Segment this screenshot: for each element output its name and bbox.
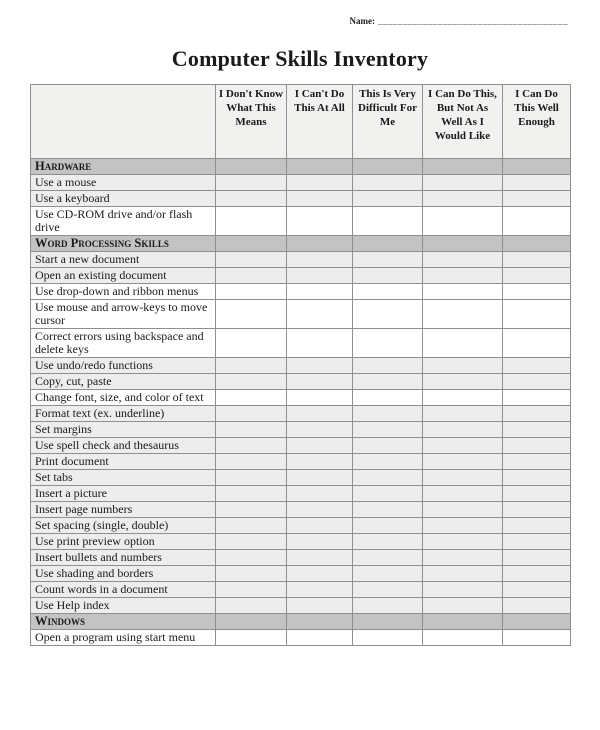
rating-cell[interactable]	[287, 534, 353, 550]
skill-label: Insert page numbers	[31, 502, 216, 518]
rating-cell[interactable]	[287, 406, 353, 422]
section-header-cell	[423, 614, 503, 630]
column-header: I Don't Know What This Means	[216, 85, 287, 159]
rating-cell[interactable]	[423, 502, 503, 518]
section-header-label: Windows	[31, 614, 216, 630]
skill-label: Use Help index	[31, 598, 216, 614]
rating-cell[interactable]	[423, 534, 503, 550]
table-row	[31, 502, 571, 518]
rating-cell[interactable]	[503, 566, 571, 582]
rating-cell[interactable]	[287, 191, 353, 207]
rating-cell[interactable]	[287, 358, 353, 374]
rating-cell[interactable]	[287, 566, 353, 582]
rating-cell[interactable]	[353, 582, 423, 598]
skill-label: Copy, cut, paste	[31, 374, 216, 390]
table-row	[31, 175, 571, 191]
table-row	[31, 470, 571, 486]
rating-cell[interactable]	[287, 502, 353, 518]
rating-cell[interactable]	[423, 284, 503, 300]
rating-cell[interactable]	[353, 284, 423, 300]
table-row	[31, 406, 571, 422]
section-header-cell	[503, 159, 571, 175]
table-row	[31, 518, 571, 534]
rating-cell[interactable]	[353, 502, 423, 518]
rating-cell[interactable]	[216, 406, 287, 422]
table-row	[31, 454, 571, 470]
rating-cell[interactable]	[353, 191, 423, 207]
rating-cell[interactable]	[287, 252, 353, 268]
rating-cell[interactable]	[287, 390, 353, 406]
skill-label: Use CD-ROM drive and/or flash drive	[31, 207, 216, 236]
section-header-cell	[287, 614, 353, 630]
rating-cell[interactable]	[216, 582, 287, 598]
rating-cell[interactable]	[287, 550, 353, 566]
skill-label: Set spacing (single, double)	[31, 518, 216, 534]
rating-cell[interactable]	[423, 598, 503, 614]
rating-cell[interactable]	[353, 300, 423, 329]
table-row	[31, 358, 571, 374]
rating-cell[interactable]	[423, 566, 503, 582]
rating-cell[interactable]	[503, 252, 571, 268]
rating-cell[interactable]	[353, 329, 423, 358]
section-header-cell	[423, 236, 503, 252]
rating-cell[interactable]	[423, 300, 503, 329]
rating-cell[interactable]	[287, 486, 353, 502]
rating-cell[interactable]	[503, 374, 571, 390]
corner-cell	[31, 85, 216, 159]
rating-cell[interactable]	[503, 329, 571, 358]
section-header-label: Hardware	[31, 159, 216, 175]
rating-cell[interactable]	[287, 630, 353, 646]
rating-cell[interactable]	[503, 486, 571, 502]
skill-label: Use print preview option	[31, 534, 216, 550]
rating-cell[interactable]	[353, 438, 423, 454]
table-row	[31, 550, 571, 566]
table-row	[31, 268, 571, 284]
section-header-row	[31, 614, 571, 630]
column-header: I Can't Do This At All	[287, 85, 353, 159]
rating-cell[interactable]	[503, 175, 571, 191]
rating-cell[interactable]	[503, 518, 571, 534]
rating-cell[interactable]	[287, 329, 353, 358]
table-row	[31, 630, 571, 646]
rating-cell[interactable]	[423, 329, 503, 358]
table-row	[31, 252, 571, 268]
rating-cell[interactable]	[353, 252, 423, 268]
rating-cell[interactable]	[353, 406, 423, 422]
rating-cell[interactable]	[216, 470, 287, 486]
rating-cell[interactable]	[423, 175, 503, 191]
rating-cell[interactable]	[353, 550, 423, 566]
table-row	[31, 534, 571, 550]
name-blank-line[interactable]: ______________________________________	[378, 16, 568, 26]
rating-cell[interactable]	[423, 470, 503, 486]
rating-cell[interactable]	[423, 207, 503, 236]
section-header-cell	[423, 159, 503, 175]
rating-cell[interactable]	[216, 284, 287, 300]
skill-label: Format text (ex. underline)	[31, 406, 216, 422]
skill-label: Correct errors using backspace and delete keys	[31, 329, 216, 358]
section-header-cell	[287, 236, 353, 252]
table-row	[31, 598, 571, 614]
rating-cell[interactable]	[287, 470, 353, 486]
table-row	[31, 300, 571, 329]
column-header: I Can Do This, But Not As Well As I Would Like	[423, 85, 503, 159]
name-label: Name:	[349, 16, 375, 26]
section-header-row	[31, 236, 571, 252]
rating-cell[interactable]	[216, 550, 287, 566]
rating-cell[interactable]	[287, 454, 353, 470]
skill-label: Use shading and borders	[31, 566, 216, 582]
rating-cell[interactable]	[503, 358, 571, 374]
rating-cell[interactable]	[503, 300, 571, 329]
rating-cell[interactable]	[353, 268, 423, 284]
column-header: This Is Very Difficult For Me	[353, 85, 423, 159]
skill-label: Print document	[31, 454, 216, 470]
column-header: I Can Do This Well Enough	[503, 85, 571, 159]
skill-label: Use a mouse	[31, 175, 216, 191]
rating-cell[interactable]	[353, 374, 423, 390]
skill-label: Set tabs	[31, 470, 216, 486]
table-row	[31, 374, 571, 390]
rating-cell[interactable]	[423, 518, 503, 534]
rating-cell[interactable]	[353, 470, 423, 486]
skill-label: Insert a picture	[31, 486, 216, 502]
section-header-label: Word Processing Skills	[31, 236, 216, 252]
table-row	[31, 438, 571, 454]
rating-cell[interactable]	[287, 422, 353, 438]
rating-cell[interactable]	[216, 175, 287, 191]
rating-cell[interactable]	[216, 502, 287, 518]
section-header-row	[31, 159, 571, 175]
section-header-cell	[353, 159, 423, 175]
rating-cell[interactable]	[503, 422, 571, 438]
rating-cell[interactable]	[423, 550, 503, 566]
rating-cell[interactable]	[216, 422, 287, 438]
rating-cell[interactable]	[216, 329, 287, 358]
rating-cell[interactable]	[216, 358, 287, 374]
table-row	[31, 390, 571, 406]
skill-label: Use mouse and arrow-keys to move cursor	[31, 300, 216, 329]
section-header-cell	[216, 614, 287, 630]
rating-cell[interactable]	[216, 252, 287, 268]
rating-cell[interactable]	[423, 630, 503, 646]
rating-cell[interactable]	[287, 438, 353, 454]
rating-cell[interactable]	[287, 300, 353, 329]
skill-label: Open a program using start menu	[31, 630, 216, 646]
rating-cell[interactable]	[503, 470, 571, 486]
rating-cell[interactable]	[503, 502, 571, 518]
rating-cell[interactable]	[353, 390, 423, 406]
skill-label: Open an existing document	[31, 268, 216, 284]
section-header-cell	[216, 236, 287, 252]
rating-cell[interactable]	[216, 300, 287, 329]
rating-cell[interactable]	[216, 374, 287, 390]
rating-cell[interactable]	[353, 486, 423, 502]
rating-cell[interactable]	[353, 518, 423, 534]
rating-cell[interactable]	[503, 268, 571, 284]
skill-label: Change font, size, and color of text	[31, 390, 216, 406]
rating-cell[interactable]	[503, 550, 571, 566]
rating-cell[interactable]	[353, 534, 423, 550]
rating-cell[interactable]	[287, 598, 353, 614]
rating-cell[interactable]	[353, 630, 423, 646]
skill-label: Use drop-down and ribbon menus	[31, 284, 216, 300]
rating-cell[interactable]	[423, 438, 503, 454]
rating-cell[interactable]	[216, 598, 287, 614]
rating-cell[interactable]	[287, 268, 353, 284]
rating-cell[interactable]	[503, 630, 571, 646]
table-row	[31, 329, 571, 358]
rating-cell[interactable]	[287, 175, 353, 191]
rating-cell[interactable]	[423, 582, 503, 598]
table-row	[31, 422, 571, 438]
rating-cell[interactable]	[287, 518, 353, 534]
table-row	[31, 486, 571, 502]
skill-label: Insert bullets and numbers	[31, 550, 216, 566]
rating-cell[interactable]	[216, 390, 287, 406]
rating-cell[interactable]	[287, 582, 353, 598]
rating-cell[interactable]	[503, 207, 571, 236]
skill-label: Use undo/redo functions	[31, 358, 216, 374]
rating-cell[interactable]	[216, 191, 287, 207]
rating-cell[interactable]	[423, 454, 503, 470]
table-row	[31, 284, 571, 300]
table-row	[31, 207, 571, 236]
rating-cell[interactable]	[503, 390, 571, 406]
section-header-cell	[503, 614, 571, 630]
rating-cell[interactable]	[503, 598, 571, 614]
rating-cell[interactable]	[216, 566, 287, 582]
skills-table	[30, 84, 571, 646]
rating-cell[interactable]	[216, 486, 287, 502]
rating-cell[interactable]	[503, 582, 571, 598]
rating-cell[interactable]	[423, 358, 503, 374]
rating-cell[interactable]	[353, 175, 423, 191]
section-header-cell	[353, 236, 423, 252]
rating-cell[interactable]	[216, 207, 287, 236]
rating-cell[interactable]	[503, 454, 571, 470]
rating-cell[interactable]	[353, 422, 423, 438]
section-header-cell	[216, 159, 287, 175]
column-header-row	[31, 85, 571, 159]
rating-cell[interactable]	[423, 422, 503, 438]
skill-label: Start a new document	[31, 252, 216, 268]
table-row	[31, 582, 571, 598]
rating-cell[interactable]	[287, 374, 353, 390]
rating-cell[interactable]	[216, 438, 287, 454]
rating-cell[interactable]	[503, 534, 571, 550]
rating-cell[interactable]	[287, 207, 353, 236]
table-row	[31, 566, 571, 582]
skill-label: Use spell check and thesaurus	[31, 438, 216, 454]
section-header-cell	[353, 614, 423, 630]
rating-cell[interactable]	[503, 191, 571, 207]
rating-cell[interactable]	[353, 358, 423, 374]
skill-label: Count words in a document	[31, 582, 216, 598]
skill-label: Use a keyboard	[31, 191, 216, 207]
rating-cell[interactable]	[423, 406, 503, 422]
rating-cell[interactable]	[503, 406, 571, 422]
page-title: Computer Skills Inventory	[171, 46, 429, 71]
rating-cell[interactable]	[216, 534, 287, 550]
rating-cell[interactable]	[423, 252, 503, 268]
rating-cell[interactable]	[216, 630, 287, 646]
rating-cell[interactable]	[503, 438, 571, 454]
section-header-cell	[503, 236, 571, 252]
rating-cell[interactable]	[423, 374, 503, 390]
skill-label: Set margins	[31, 422, 216, 438]
section-header-cell	[287, 159, 353, 175]
rating-cell[interactable]	[216, 454, 287, 470]
rating-cell[interactable]	[503, 284, 571, 300]
name-field-row	[30, 16, 570, 30]
rating-cell[interactable]	[353, 566, 423, 582]
rating-cell[interactable]	[423, 191, 503, 207]
rating-cell[interactable]	[423, 390, 503, 406]
rating-cell[interactable]	[353, 207, 423, 236]
table-row	[31, 191, 571, 207]
rating-cell[interactable]	[353, 598, 423, 614]
rating-cell[interactable]	[216, 518, 287, 534]
rating-cell[interactable]	[287, 284, 353, 300]
rating-cell[interactable]	[216, 268, 287, 284]
rating-cell[interactable]	[353, 454, 423, 470]
rating-cell[interactable]	[423, 268, 503, 284]
rating-cell[interactable]	[423, 486, 503, 502]
